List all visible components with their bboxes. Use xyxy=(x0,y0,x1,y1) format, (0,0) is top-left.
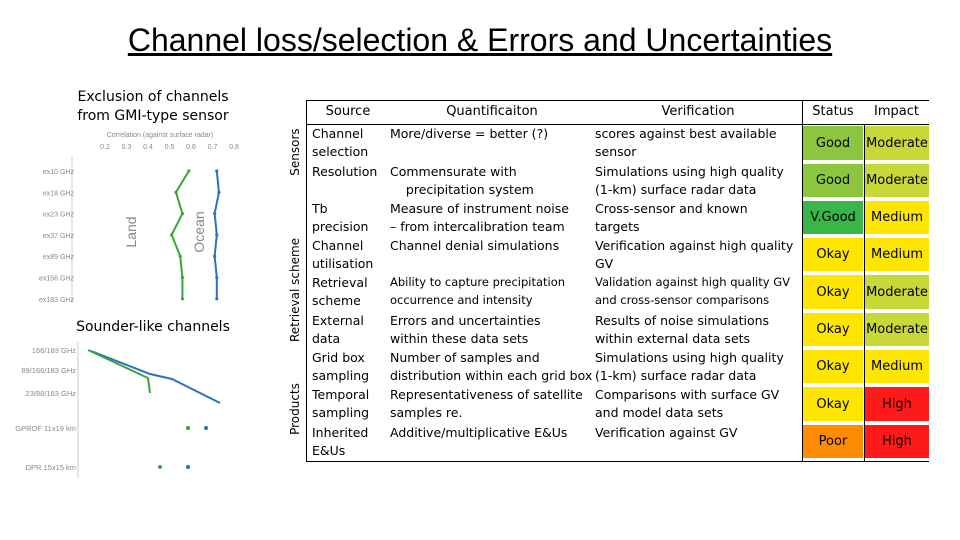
quantification-cell-line: Commensurate with xyxy=(390,164,517,179)
verification-cell-line: GV xyxy=(595,255,614,271)
source-cell-line: Inherited xyxy=(312,425,369,440)
ocean-label: Ocean xyxy=(191,211,207,253)
status-badge: Okay xyxy=(803,350,863,383)
side-divider xyxy=(306,100,307,462)
quantification-cell-line: within these data sets xyxy=(390,330,529,346)
impact-badge: High xyxy=(865,425,929,458)
quantification-cell-line: distribution within each grid box xyxy=(390,367,593,383)
header-source: Source xyxy=(325,104,371,119)
impact-badge: Medium xyxy=(865,238,929,271)
status-badge: Poor xyxy=(803,425,863,458)
verification-cell-line: Cross-sensor and known xyxy=(595,201,748,216)
source-cell-line: Tb xyxy=(312,201,328,216)
quantification-cell xyxy=(390,274,594,309)
land-point xyxy=(170,233,173,236)
land-label: Land xyxy=(123,216,139,248)
impact-badge: Moderate xyxy=(865,126,929,160)
gmi-correlation-plot xyxy=(32,128,248,308)
verification-cell xyxy=(595,274,802,309)
verification-cell xyxy=(595,163,802,198)
verification-cell-line: sensor xyxy=(595,143,637,159)
verification-cell xyxy=(595,237,802,272)
quantification-cell xyxy=(390,163,594,198)
verification-cell-line: Comparisons with surface GV xyxy=(595,387,780,402)
source-cell-line: selection xyxy=(312,143,369,159)
verification-cell-line: Validation against high quality GV xyxy=(595,275,790,289)
verification-cell-line: (1-km) surface radar data xyxy=(595,181,757,197)
verification-cell-line: within external data sets xyxy=(595,330,751,346)
gmi-y-tick: ex89 GHz xyxy=(42,254,74,262)
verification-cell-line: and cross-sensor comparisons xyxy=(595,292,770,307)
status-badge: V.Good xyxy=(803,201,863,234)
status-badge: Okay xyxy=(803,313,863,346)
verification-cell-line: targets xyxy=(595,218,640,234)
quantification-cell xyxy=(390,125,594,143)
gmi-x-tick: 0.3 xyxy=(121,144,132,151)
source-cell xyxy=(312,237,390,272)
slide-title: Channel loss/selection & Errors and Uncertainties xyxy=(127,22,833,58)
source-cell-line: Resolution xyxy=(312,164,378,179)
source-cell-line: precision xyxy=(312,218,369,234)
status-badge: Okay xyxy=(803,238,863,271)
impact-badge: Moderate xyxy=(865,313,929,346)
source-cell-line: Channel xyxy=(312,238,364,253)
table-top-border xyxy=(306,100,929,101)
sounder-caption: Sounder-like channels xyxy=(76,319,230,335)
quantification-cell xyxy=(390,200,594,235)
ocean-point xyxy=(215,276,218,279)
quantification-cell-line: More/diverse = better (?) xyxy=(390,126,549,141)
gmi-y-tick: ex10 GHz xyxy=(42,169,74,176)
side-label-products: Products xyxy=(288,383,302,435)
verification-cell-line: Results of noise simulations xyxy=(595,313,770,328)
source-cell-line: Channel xyxy=(312,126,364,141)
impact-badge: Moderate xyxy=(865,164,929,197)
source-cell-line: scheme xyxy=(312,292,361,308)
header-status: Status xyxy=(812,104,854,119)
quantification-cell-line: precipitation system xyxy=(390,181,534,197)
source-cell-line: Retrieval xyxy=(312,275,368,290)
verification-cell-line: Verification against high quality xyxy=(595,238,794,253)
verification-cell-line: Simulations using high quality xyxy=(595,350,784,365)
verification-cell xyxy=(595,125,802,160)
gmi-y-tick: ex37 GHz xyxy=(42,232,74,240)
source-cell xyxy=(312,200,390,235)
gmi-x-tick: 0.4 xyxy=(143,144,153,151)
sounder-y-tick: 23/88/183 GHz xyxy=(25,389,76,398)
quantification-cell-line: Measure of instrument noise xyxy=(390,201,569,216)
source-cell xyxy=(312,424,390,459)
gmi-y-tick: ex18 GHz xyxy=(42,190,74,198)
gmi-caption-line2: from GMI-type sensor xyxy=(77,108,229,124)
land-point xyxy=(187,169,190,172)
gmi-y-tick: ex23 GHz xyxy=(42,211,74,219)
quantification-cell-line: Errors and uncertainties xyxy=(390,313,541,328)
impact-badge: High xyxy=(865,387,929,421)
source-cell xyxy=(312,125,390,160)
dpr-land-point xyxy=(158,465,162,469)
verification-cell xyxy=(595,424,802,442)
source-cell-line: utilisation xyxy=(312,255,374,271)
side-label-retrieval: Retrieval scheme xyxy=(288,237,302,343)
land-point xyxy=(179,255,182,258)
land-point xyxy=(181,276,184,279)
source-cell xyxy=(312,386,390,421)
verification-cell xyxy=(595,386,802,421)
land-point xyxy=(181,297,184,300)
sounder-y-tick: GPROF 11x19 km xyxy=(15,424,76,433)
ocean-point xyxy=(215,169,218,172)
quantification-cell-line: Channel denial simulations xyxy=(390,238,560,253)
dpr-ocean-point xyxy=(186,465,190,469)
gmi-x-tick: 0.5 xyxy=(164,144,175,151)
header-quantification: Quantificaiton xyxy=(446,104,538,119)
source-cell-line: E&Us xyxy=(312,442,346,458)
quantification-cell-line: samples re. xyxy=(390,404,463,420)
quantification-cell xyxy=(390,386,594,421)
verification-cell xyxy=(595,312,802,347)
verification-cell-line: scores against best available xyxy=(595,126,777,141)
source-cell-line: Temporal xyxy=(312,387,370,402)
table-bottom-border xyxy=(306,461,929,462)
status-badge: Good xyxy=(803,126,863,160)
gmi-caption-line1: Exclusion of channels xyxy=(77,89,229,105)
ocean-point xyxy=(215,297,218,300)
source-cell xyxy=(312,349,390,384)
ocean-point xyxy=(217,191,220,194)
gmi-x-tick: 0.7 xyxy=(207,144,218,151)
quantification-cell-line: – from intercalibration team xyxy=(390,218,565,234)
source-cell-line: sampling xyxy=(312,367,370,383)
sounder-series-blue xyxy=(91,351,220,403)
verification-cell-line: Simulations using high quality xyxy=(595,164,784,179)
gprof-land-point xyxy=(186,426,190,430)
quantification-cell xyxy=(390,349,594,384)
gprof-ocean-point xyxy=(204,426,208,430)
source-cell xyxy=(312,312,390,347)
verification-cell-line: Verification against GV xyxy=(595,425,738,440)
gmi-y-tick: ex183 GHz xyxy=(38,296,74,304)
gmi-x-tick: 0.8 xyxy=(229,144,239,151)
impact-badge: Moderate xyxy=(865,275,929,309)
side-label-sensors: Sensors xyxy=(288,128,302,176)
sounder-plot-svg xyxy=(0,340,248,480)
header-impact: Impact xyxy=(874,104,919,119)
gmi-plot-svg xyxy=(32,128,248,308)
quantification-cell-line: Number of samples and xyxy=(390,350,540,365)
gmi-x-tick: 0.6 xyxy=(186,144,196,151)
land-point xyxy=(181,212,184,215)
uncertainty-table xyxy=(284,100,929,462)
gmi-x-tick: 0.2 xyxy=(100,144,110,151)
verification-cell-line: and model data sets xyxy=(595,404,724,420)
quantification-cell xyxy=(390,237,594,255)
quantification-cell-line: Ability to capture precipitation xyxy=(390,275,566,289)
sounder-y-tick: 89/166/183 GHz xyxy=(21,366,76,375)
ocean-point xyxy=(213,255,216,258)
verification-cell-line: (1-km) surface radar data xyxy=(595,367,757,383)
verification-cell xyxy=(595,200,802,235)
sounder-y-tick: 166/183 GHz xyxy=(31,346,76,355)
source-cell-line: External xyxy=(312,313,364,328)
quantification-cell xyxy=(390,312,594,347)
gmi-y-tick: ex156 GHz xyxy=(38,275,74,283)
ocean-point xyxy=(215,233,218,236)
quantification-cell-line: occurrence and intensity xyxy=(390,292,533,307)
source-cell-line: data xyxy=(312,330,341,346)
quantification-cell-line: Additive/multiplicative E&Us xyxy=(390,425,568,440)
land-series-line xyxy=(172,171,189,299)
land-point xyxy=(174,191,177,194)
gmi-caption xyxy=(58,88,248,126)
impact-badge: Medium xyxy=(865,350,929,383)
source-cell xyxy=(312,163,390,181)
sounder-plot xyxy=(0,340,248,480)
source-cell xyxy=(312,274,390,309)
gmi-axis-title: Correlation (against surface radar) xyxy=(106,132,214,139)
status-badge: Okay xyxy=(803,387,863,421)
source-cell-line: sampling xyxy=(312,404,370,420)
quantification-cell-line: Representativeness of satellite xyxy=(390,387,583,402)
status-badge: Good xyxy=(803,164,863,197)
impact-badge: Medium xyxy=(865,201,929,234)
sounder-series-green xyxy=(88,350,150,393)
header-verification: Verification xyxy=(661,104,735,119)
quantification-cell xyxy=(390,424,594,442)
ocean-point xyxy=(213,212,216,215)
source-cell-line: Grid box xyxy=(312,350,365,365)
sounder-y-tick: DPR 15x15 km xyxy=(25,463,76,472)
verification-cell xyxy=(595,349,802,384)
status-badge: Okay xyxy=(803,275,863,309)
